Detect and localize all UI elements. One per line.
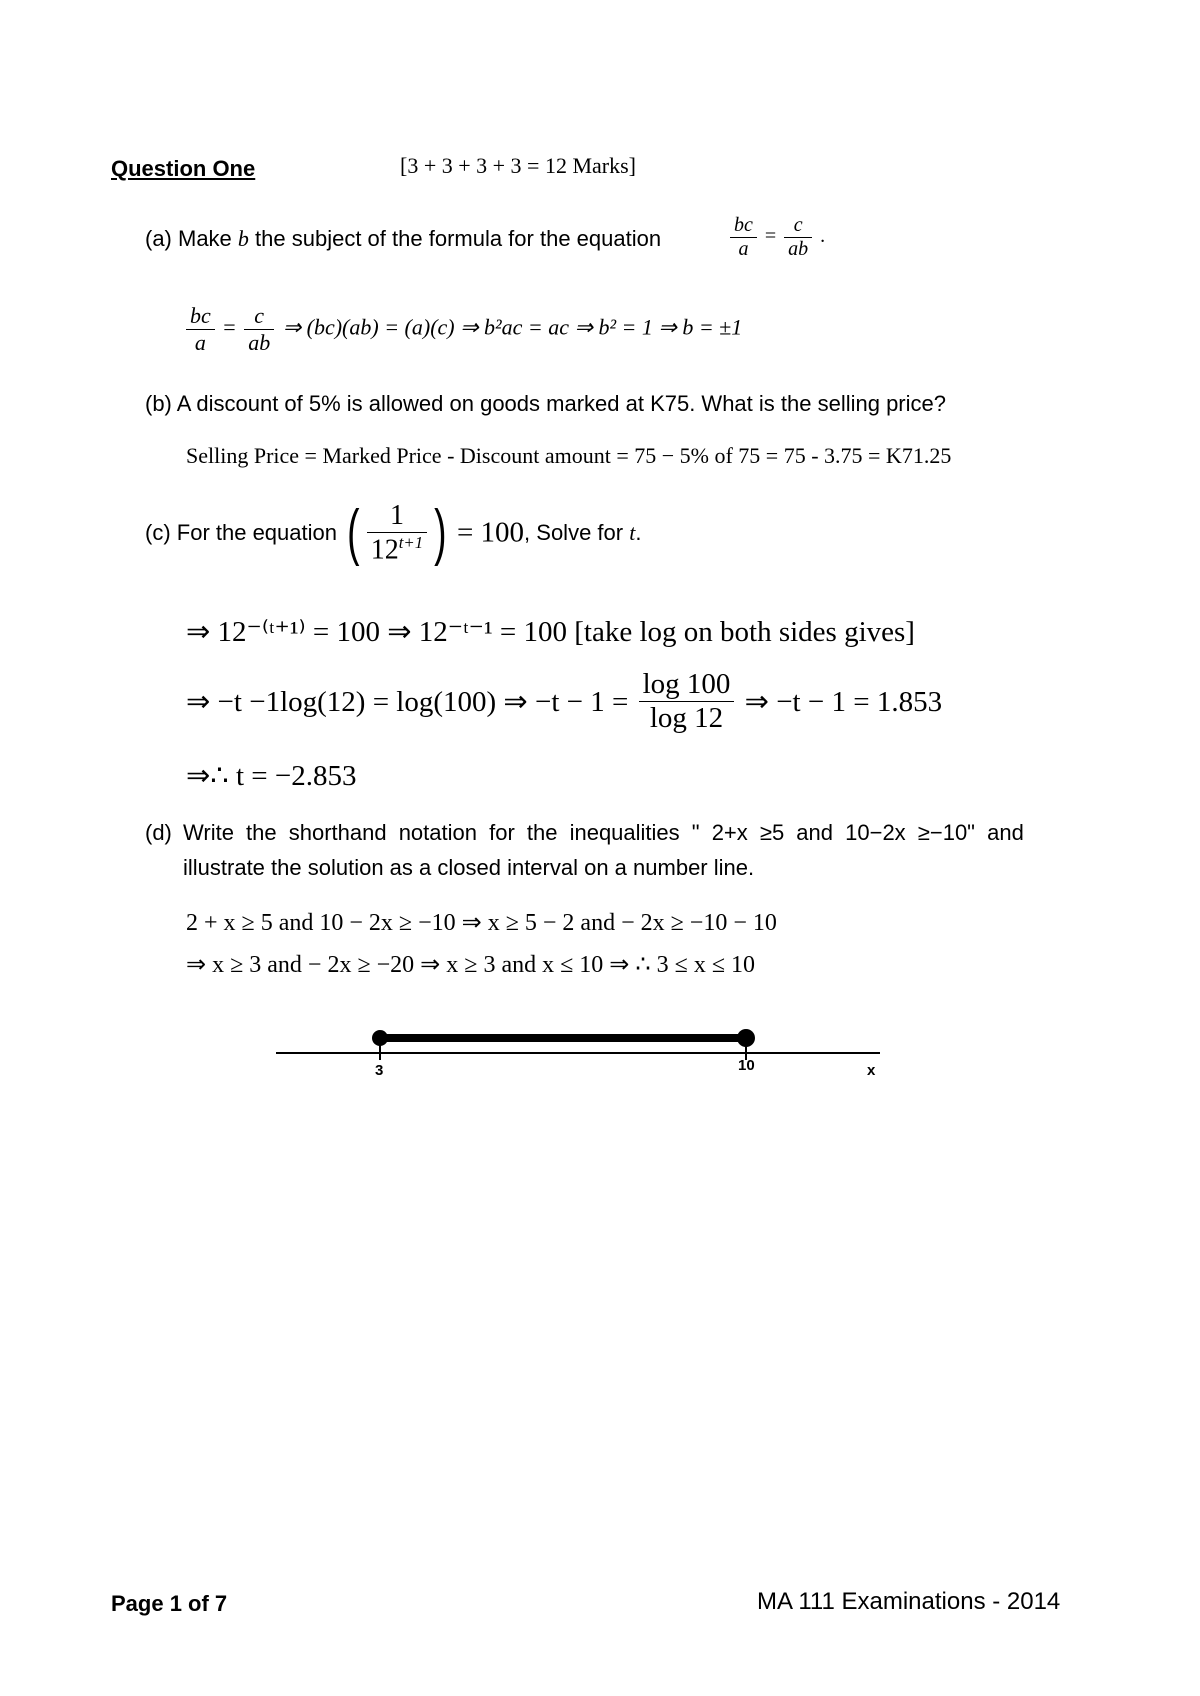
part-c-eq-rhs: = 100: [456, 516, 525, 549]
part-c-frac-num: 1: [389, 500, 404, 531]
part-c-step1: ⇒ 12⁻⁽ᵗ⁺¹⁾ = 100 ⇒ 12⁻ᵗ⁻¹ = 100 [take log on both sides gives]: [186, 616, 915, 648]
part-a-eq-num-left: bc: [734, 214, 753, 236]
part-a-eq-equals: =: [764, 225, 777, 248]
left-paren: (: [347, 498, 360, 568]
question-title: Question One: [111, 156, 256, 181]
part-c-period: .: [635, 520, 642, 546]
footer-page-number: Page 1 of 7: [111, 1591, 228, 1616]
part-c-frac-den: 12: [370, 534, 399, 566]
axis-label-x: x: [867, 1062, 876, 1079]
part-a-var-b: b: [237, 226, 249, 251]
part-d-solution-2: ⇒ x ≥ 3 and − 2x ≥ −20 ⇒ x ≥ 3 and x ≤ 10 ⇒ ∴ 3 ≤ x ≤ 10: [186, 952, 756, 978]
part-a-eq-den-left: a: [730, 237, 757, 261]
part-a-sol-den-right: ab: [244, 329, 274, 356]
part-a-eq-num-right: c: [793, 214, 803, 236]
part-a-eq-den-right: ab: [784, 237, 812, 261]
part-d-line1: Write the shorthand notation for the inequalities " 2+x ≥5 and 10−2x ≥−10" and: [183, 820, 1024, 845]
part-c-frac-den-exp: t+1: [398, 533, 424, 552]
tick-label-right: 10: [738, 1057, 755, 1074]
part-c-step3: ⇒∴ t = −2.853: [186, 760, 357, 792]
part-c-suffix: , Solve for: [524, 520, 624, 546]
part-d-label: (d): [145, 820, 172, 845]
part-c-step2-den: log 12: [639, 701, 735, 735]
part-c-step2-right: ⇒ −t − 1 = 1.853: [744, 686, 943, 718]
part-c-var-t: t: [629, 520, 636, 546]
part-d-line2: illustrate the solution as a closed interval on a number line.: [183, 855, 755, 880]
part-a-label: (a) Make: [145, 226, 232, 251]
footer-exam-title: MA 111 Examinations - 2014: [757, 1588, 1061, 1615]
part-b-question: (b) A discount of 5% is allowed on goods marked at K75. What is the selling price?: [145, 391, 946, 416]
part-a-eq-period: .: [820, 225, 826, 248]
part-b-solution: Selling Price = Marked Price - Discount amount = 75 − 5% of 75 = 75 - 3.75 = K71.25: [186, 443, 952, 468]
part-a-sol-num-left: bc: [190, 303, 211, 328]
question-marks: [3 + 3 + 3 + 3 = 12 Marks]: [400, 153, 636, 178]
part-a-text: the subject of the formula for the equation: [255, 226, 662, 251]
part-c-step2-left: ⇒ −t −1log(12) = log(100) ⇒ −t − 1 =: [186, 686, 629, 718]
part-c-label: (c) For the equation: [145, 520, 337, 546]
part-a-solution: $\frac{bc}{a}$ = $\frac{c}{ab}$ ⇒ (bc)(ab) = (a)(c) ⇒ b²ac = ac ⇒ b² = 1 ⇒ b = ±1: [183, 303, 742, 356]
part-c-step2-num: log 100: [642, 668, 731, 700]
part-d-solution-1: 2 + x ≥ 5 and 10 − 2x ≥ −10 ⇒ x ≥ 5 − 2 and − 2x ≥ −10 − 10: [186, 910, 777, 936]
part-a-sol-den-left: a: [186, 329, 215, 356]
part-a-sol-rest: ⇒ (bc)(ab) = (a)(c) ⇒ b²ac = ac ⇒ b² = 1 ⇒ b = ±1: [282, 314, 743, 340]
right-paren: ): [434, 498, 447, 568]
part-a-sol-num-right: c: [254, 303, 265, 328]
tick-label-left: 3: [375, 1062, 384, 1079]
